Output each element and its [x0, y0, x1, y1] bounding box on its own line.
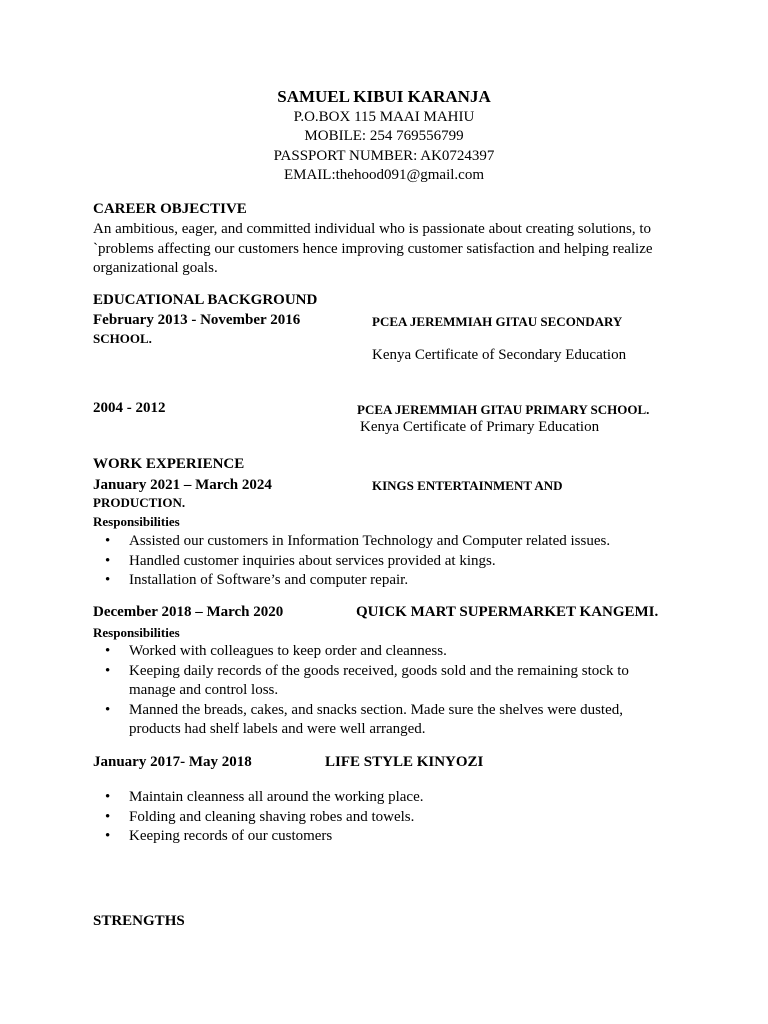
education-dates: 2004 - 2012 — [93, 400, 166, 416]
job-employer: QUICK MART SUPERMARKET KANGEMI. — [356, 604, 659, 620]
responsibilities-label: Responsibilities — [93, 514, 180, 529]
work-experience-heading: WORK EXPERIENCE — [93, 456, 245, 472]
education-certificate: Kenya Certificate of Primary Education — [360, 419, 600, 435]
list-item: • Manned the breads, cakes, and snacks section. Made sure the shelves were dusted, products had shelf labels and were well arranged. — [105, 701, 624, 737]
email-address: EMAIL:thehood091@gmail.com — [283, 167, 485, 183]
education-school: PCEA JEREMMIAH GITAU PRIMARY SCHOOL. — [357, 402, 650, 417]
bullet: • — [105, 533, 111, 549]
mobile-number: MOBILE: 254 769556799 — [304, 128, 464, 144]
bullet: • — [105, 808, 111, 825]
bullet: • — [105, 828, 111, 844]
bullet: • — [105, 789, 111, 805]
strengths-heading: STRENGTHS — [93, 913, 185, 929]
job-dates: January 2021 – March 2024 — [93, 477, 272, 493]
responsibilities-list — [93, 532, 649, 591]
bullet: • — [105, 701, 111, 718]
list-item: • Assisted our customers in Information Technology and Computer related issues. — [93, 532, 649, 552]
bullet: • — [105, 572, 111, 588]
education-school-continued: SCHOOL. — [93, 331, 152, 346]
job-employer: LIFE STYLE KINYOZI — [325, 754, 484, 770]
list-item: • Keeping daily records of the goods received, goods sold and the remaining stock to manage and control loss. — [105, 662, 629, 698]
job-employer: KINGS ENTERTAINMENT AND — [372, 478, 563, 493]
list-item: • Keeping records of our customers — [93, 827, 649, 847]
bullet: • — [105, 662, 111, 679]
education-dates: February 2013 - November 2016 — [93, 312, 301, 328]
list-item: • Worked with colleagues to keep order and cleanness. — [93, 642, 649, 662]
postal-address: P.O.BOX 115 MAAI MAHIU — [293, 109, 475, 125]
list-item: • Installation of Software’s and computer repair. — [93, 571, 649, 591]
job-dates: December 2018 – March 2020 — [93, 604, 284, 620]
responsibilities-label: Responsibilities — [93, 625, 180, 640]
passport-number: PASSPORT NUMBER: AK0724397 — [273, 148, 495, 164]
education-heading: EDUCATIONAL BACKGROUND — [93, 292, 318, 308]
education-certificate: Kenya Certificate of Secondary Education — [372, 347, 627, 363]
responsibilities-list — [93, 788, 649, 847]
list-item: • Handled customer inquiries about services provided at kings. — [93, 552, 649, 572]
list-item: • Folding and cleaning shaving robes and towels. — [93, 808, 649, 828]
candidate-name: SAMUEL KIBUI KARANJA — [277, 87, 491, 106]
career-objective-heading: CAREER OBJECTIVE — [93, 201, 247, 217]
responsibilities-list — [93, 642, 649, 740]
education-school: PCEA JEREMMIAH GITAU SECONDARY — [372, 314, 623, 329]
career-objective-text: An ambitious, eager, and committed individual who is passionate about creating solutions, to `problems affecting our customers hence improving customer satisfaction and helping realize organizational goals. — [93, 221, 653, 276]
bullet: • — [105, 643, 111, 659]
list-item: • Maintain cleanness all around the working place. — [93, 788, 649, 808]
bullet: • — [105, 552, 111, 569]
job-dates: January 2017- May 2018 — [93, 754, 252, 770]
job-employer-continued: PRODUCTION. — [93, 495, 186, 510]
